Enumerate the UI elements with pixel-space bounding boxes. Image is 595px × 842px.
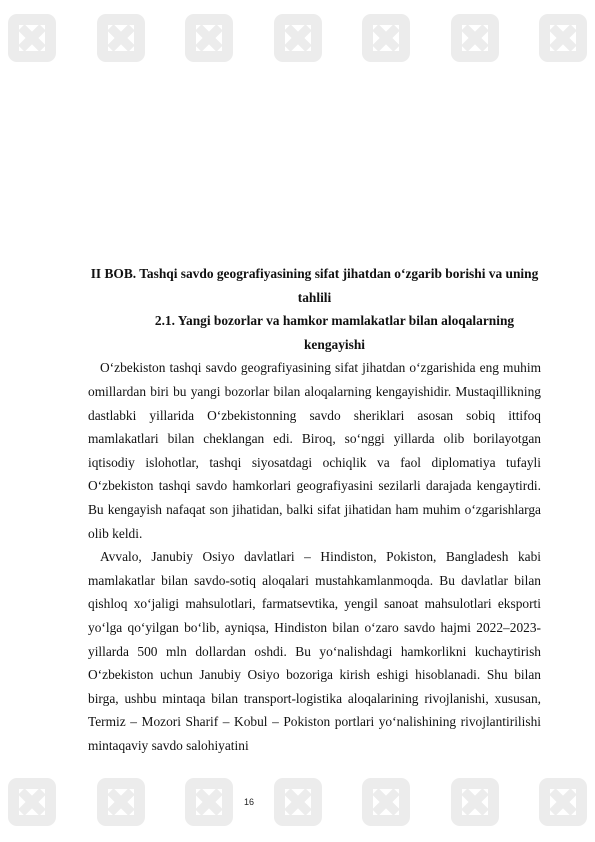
document-body (88, 262, 541, 757)
watermark-logo-icon (539, 778, 587, 826)
watermark-logo-icon (274, 778, 322, 826)
paragraph-1: O‘zbekiston tashqi savdo geografiyasining sifat jihatdan o‘zgarishida eng muhim omillardan biri bu yangi bozorlar bilan aloqalarning kengayishidir. Mustaqillikning dastlabki yillarida O‘zbekistonning savdo sheriklari asosan sobiq ittifoq mamlakatlari bilan cheklangan edi. Biroq, so‘nggi yillarda olib borilayotgan iqtisodiy islohotlar, tashqi siyosatdagi ochiqlik va faol diplomatiya tufayli O‘zbekiston tashqi savdo hamkorlari geografiyasini sezilarli darajada kengaytirdi. Bu kengayish nafaqat son jihatidan, balki sifat jihatidan ham muhim o‘zgarishlarga olib keldi. (88, 360, 541, 541)
watermark-logo-icon (8, 778, 56, 826)
watermark-logo-icon (451, 778, 499, 826)
paragraph-2: Avvalo, Janubiy Osiyo davlatlari – Hindiston, Pokiston, Bangladesh kabi mamlakatlar bilan savdo-sotiq aloqalari mustahkamlanmoqda. Bu davlatlar bilan qishloq xo‘jaligi mahsulotlari, farmatsevtika, yengil sanoat mahsulotlari eksporti yo‘lga qo‘yilgan bo‘lib, ayniqsa, Hindiston bilan o‘zaro savdo hajmi 2022–2023-yillarda 500 mln dollardan oshdi. Bu yo‘nalishdagi hamkorlikni kuchaytirish O‘zbekiston uchun Janubiy Osiyo bozoriga kirish eshigi hisoblanadi. Shu bilan birga, ushbu mintaqa bilan transport-logistika aloqalarining rivojlanishi, xususan, Termiz – Mozori Sharif – Kobul – Pokiston portlari yo‘nalishining rivojlantirilishi mintaqaviy savdo salohiyatini (88, 549, 541, 753)
watermark-row-top (0, 14, 595, 62)
watermark-row-bottom (0, 778, 595, 826)
watermark-logo-icon (539, 14, 587, 62)
chapter-title: II BOB. Tashqi savdo geografiyasining sifat jihatdan o‘zgarib borishi va uning tahlili (90, 266, 539, 305)
watermark-logo-icon (362, 14, 410, 62)
section-title: 2.1. Yangi bozorlar va hamkor mamlakatlar bilan aloqalarning kengayishi (154, 313, 515, 352)
watermark-logo-icon (185, 14, 233, 62)
watermark-logo-icon (362, 778, 410, 826)
watermark-logo-icon (97, 778, 145, 826)
watermark-logo-icon (185, 778, 233, 826)
watermark-logo-icon (274, 14, 322, 62)
page-number: 16 (244, 797, 255, 807)
watermark-logo-icon (8, 14, 56, 62)
watermark-logo-icon (97, 14, 145, 62)
watermark-logo-icon (451, 14, 499, 62)
